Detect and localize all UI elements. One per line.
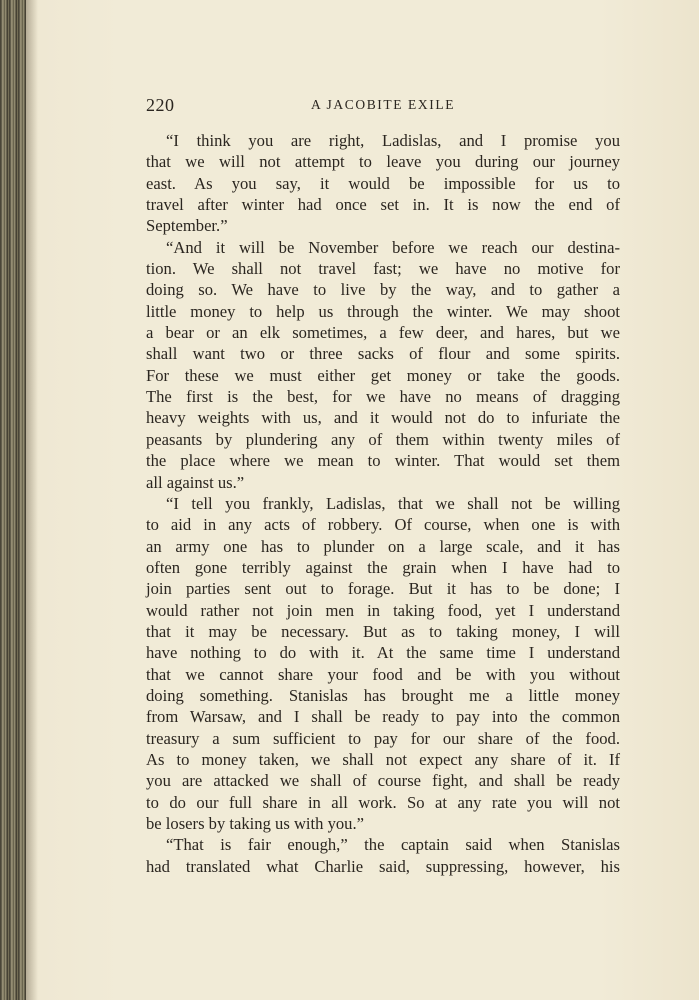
text-line: The first is the best, for we have no means of dragging xyxy=(146,387,620,407)
text-line: would rather not join men in taking food, yet I understand xyxy=(146,600,620,620)
text-line: to do our full share in all work. So at any rate you will not xyxy=(146,792,620,812)
text-line: all against us.” xyxy=(146,472,245,492)
text-line: doing something. Stanislas has brought me a little money xyxy=(146,685,620,705)
running-head: A JACOBITE EXILE xyxy=(310,97,456,112)
text-line: have nothing to do with it. At the same time I understand xyxy=(146,643,620,663)
text-line: “And it will be November before we reach our destina- xyxy=(166,237,620,257)
text-line: a bear or an elk sometimes, a few deer, and hares, but we xyxy=(146,323,620,343)
text-line: from Warsaw, and I shall be ready to pay into the common xyxy=(146,707,620,727)
text-line: shall want two or three sacks of flour and some spirits. xyxy=(146,344,620,364)
text-line: east. As you say, it would be impossible for us to xyxy=(146,173,620,193)
text-line: “I tell you frankly, Ladislas, that we shall not be willing xyxy=(166,493,620,513)
text-line: peasants by plundering any of them within twenty miles of xyxy=(146,429,620,449)
text-line: “I think you are right, Ladislas, and I promise you xyxy=(166,131,620,150)
body-text xyxy=(146,130,620,877)
text-line: you are attacked we shall of course fight, and shall be ready xyxy=(146,771,620,791)
text-line: the place where we mean to winter. That would set them xyxy=(146,451,620,471)
page-header xyxy=(146,95,620,117)
text-line: that it may be necessary. But as to taking money, I will xyxy=(146,621,620,641)
text-line: “That is fair enough,” the captain said when Stanislas xyxy=(166,835,620,855)
text-line: tion. We shall not travel fast; we have no motive for xyxy=(146,259,620,279)
text-line: an army one has to plunder on a large scale, and it has xyxy=(146,536,620,556)
text-line: join parties sent out to forage. But it has to be done; I xyxy=(146,579,620,599)
book-binding xyxy=(0,0,26,1000)
text-line: that we cannot share your food and be with you without xyxy=(146,664,620,684)
text-line: often gone terribly against the grain when I have had to xyxy=(146,557,620,577)
binding-shadow xyxy=(26,0,38,1000)
page-number: 220 xyxy=(146,95,175,115)
text-line: had translated what Charlie said, suppressing, however, his xyxy=(146,856,620,876)
text-line: that we will not attempt to leave you during our journey xyxy=(146,152,620,172)
text-line: As to money taken, we shall not expect any share of it. If xyxy=(146,749,620,769)
text-line: treasury a sum sufficient to pay for our share of the food. xyxy=(146,728,620,748)
text-line: doing so. We have to live by the way, and to gather a xyxy=(146,280,620,300)
text-line: to aid in any acts of robbery. Of course, when one is with xyxy=(146,515,620,535)
text-line: September.” xyxy=(146,216,228,236)
text-line: For these we must either get money or take the goods. xyxy=(146,365,620,385)
text-line: travel after winter had once set in. It is now the end of xyxy=(146,195,620,215)
text-line: little money to help us through the winter. We may shoot xyxy=(146,301,620,321)
text-line: heavy weights with us, and it would not do to infuriate the xyxy=(146,408,620,428)
text-line: be losers by taking us with you.” xyxy=(146,814,364,833)
